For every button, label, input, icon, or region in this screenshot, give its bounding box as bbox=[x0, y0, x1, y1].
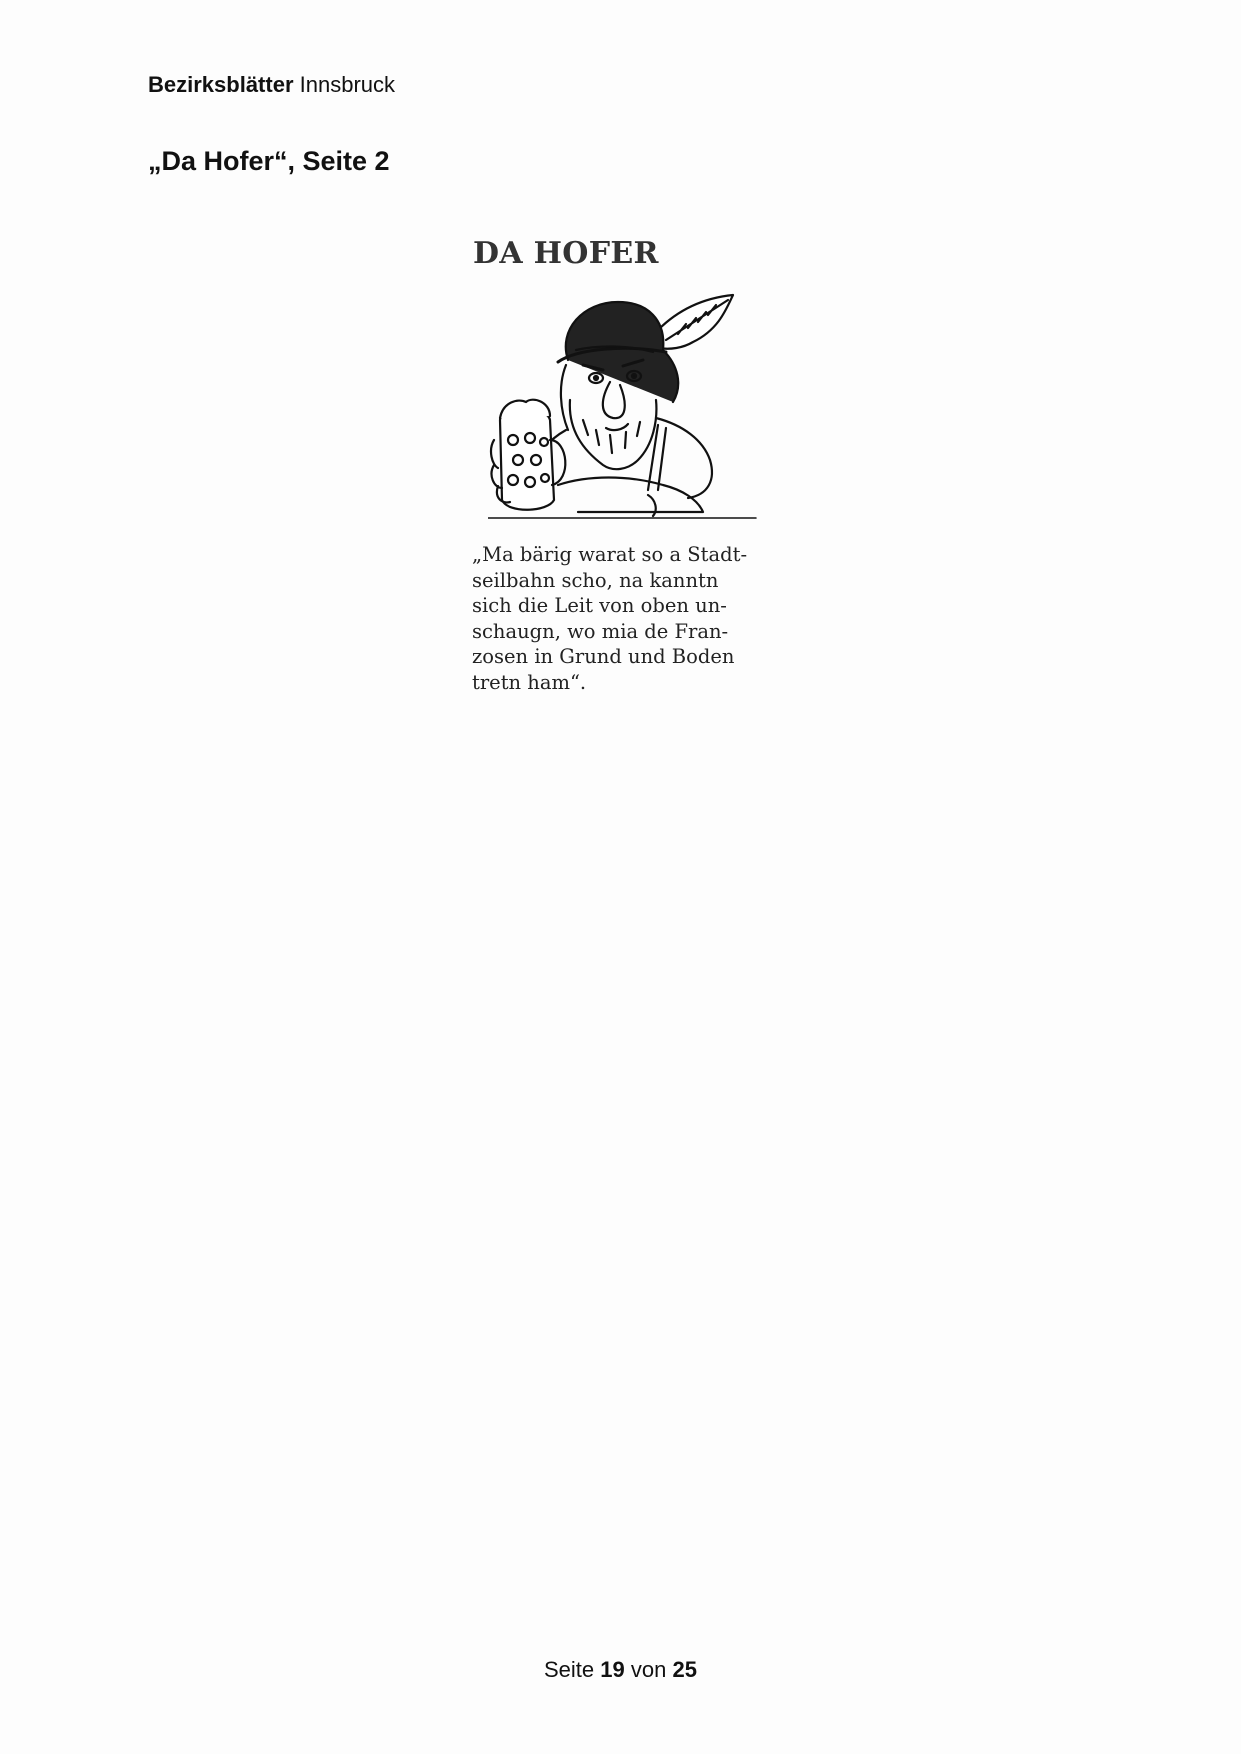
publication-name: Bezirksblätter bbox=[148, 72, 294, 97]
quote-line: sich die Leit von oben un- bbox=[472, 594, 727, 617]
page-footer bbox=[0, 1657, 1241, 1683]
clipping-title: DA HOFER bbox=[473, 236, 659, 271]
quote-line: seilbahn scho, na kanntn bbox=[472, 568, 719, 592]
quote-line: tretn ham“. bbox=[472, 670, 587, 694]
quote-line: schaugn, wo mia de Fran- bbox=[472, 619, 729, 643]
quote-line: zosen in Grund und Boden bbox=[472, 645, 735, 668]
page-number: 19 bbox=[600, 1657, 625, 1682]
quote-line: „Ma bärig warat so a Stadt- bbox=[472, 543, 748, 566]
clipping-quote bbox=[472, 542, 772, 695]
publication-header bbox=[148, 72, 395, 98]
page-label: Seite bbox=[544, 1657, 595, 1682]
publication-region: Innsbruck bbox=[299, 72, 396, 97]
cartoon-illustration bbox=[488, 290, 758, 535]
page-total: 25 bbox=[672, 1657, 697, 1682]
page-of-label: von bbox=[630, 1657, 667, 1682]
section-title: „Da Hofer“, Seite 2 bbox=[148, 146, 390, 176]
